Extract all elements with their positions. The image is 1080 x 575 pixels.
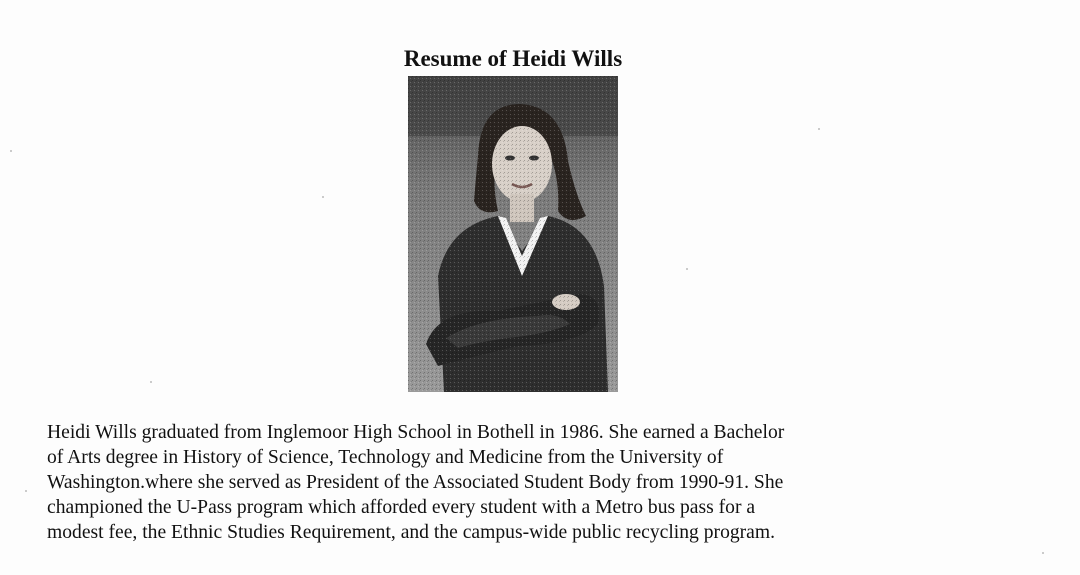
scan-speck [25,490,27,492]
page-title: Resume of Heidi Wills [403,46,623,71]
biography-paragraph: Heidi Wills graduated from Inglemoor High School in Bothell in 1986. She earned a Bachelor of Arts degree in History of Science, Technology and Medicine from the University of Washington.where she served as President of the Associated Student Body from 1990-91. She championed the U-Pass program which afforded every student with a Metro bus pass for a modest fee, the Ethnic Studies Requirement, and the campus-wide public recycling program. [47,422,785,543]
scan-speck [322,196,324,198]
scan-speck [1042,552,1044,554]
scan-speck [686,268,688,270]
scan-speck [10,150,12,152]
scan-speck [818,128,820,130]
portrait-photo-icon [408,76,618,392]
scan-speck [150,381,152,383]
portrait-photo [408,76,618,392]
